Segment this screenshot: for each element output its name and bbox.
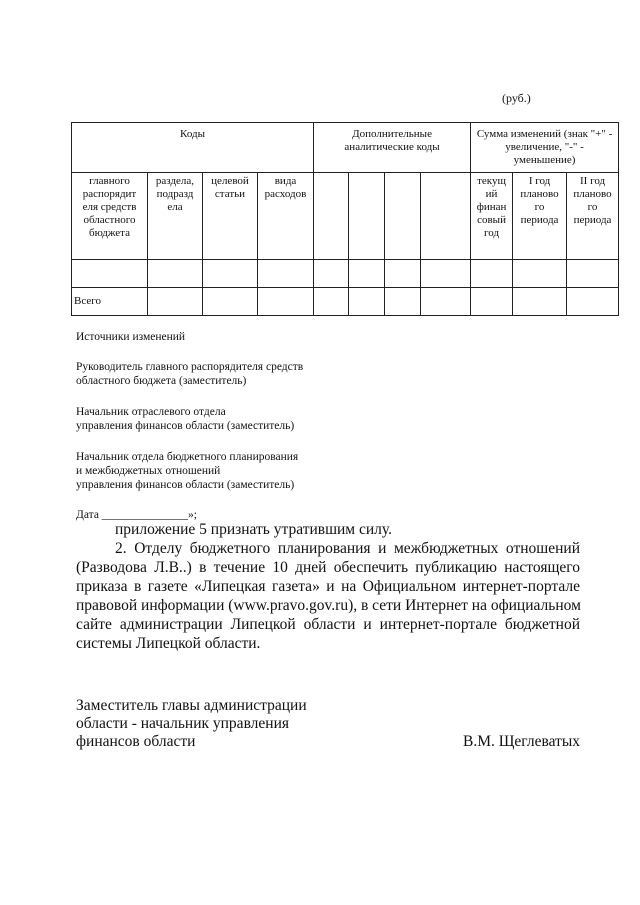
additional-code-cell (421, 173, 471, 260)
signatory-name: В.М. Щеглеватых (463, 733, 580, 750)
branch-title-line-2: управления финансов области (заместитель) (76, 420, 295, 432)
sources-label: Источники изменений (76, 331, 186, 343)
body-line-5: сайте администрации Липецкой области и интернет-портале бюджетной (76, 616, 580, 633)
head-title-line-1: Руководитель главного распорядителя средств (76, 361, 304, 373)
signature-title-line-2: области - начальник управления (76, 715, 290, 732)
body-line-1: 2. Отделу бюджетного планирования и межбюджетных отношений (115, 540, 580, 557)
main-manager-header: главного распорядит еля средств областного бюджета (72, 173, 148, 260)
total-label: Всего (72, 288, 148, 316)
additional-code-cell (385, 173, 421, 260)
budget-title-line-3: управления финансов области (заместитель) (76, 479, 295, 491)
table-total-row (72, 288, 619, 316)
signature-title-line-1: Заместитель главы администрации (76, 697, 307, 714)
codes-header: Коды (72, 123, 314, 173)
date-line: Дата _______________»; (76, 509, 197, 521)
additional-code-cell (314, 173, 349, 260)
budget-changes-table (71, 122, 619, 316)
branch-title-line-1: Начальник отраслевого отдела (76, 406, 226, 418)
additional-codes-header: Дополнительные аналитические коды (314, 123, 471, 173)
currency-unit-label: (руб.) (502, 91, 531, 105)
current-year-header: текущ ий финан совый год (471, 173, 513, 260)
additional-code-cell (349, 173, 385, 260)
target-article-header: целевой статьи (203, 173, 258, 260)
plan-year-2-header: II год планово го периода (567, 173, 619, 260)
section-header: раздела, подразд ела (148, 173, 203, 260)
body-line-6: системы Липецкой области. (76, 635, 261, 652)
table-row (72, 260, 619, 288)
budget-title-line-1: Начальник отдела бюджетного планирования (76, 451, 299, 463)
body-line-0: приложение 5 признать утратившим силу. (115, 521, 392, 538)
budget-title-line-2: и межбюджетных отношений (76, 465, 221, 477)
head-title-line-2: областного бюджета (заместитель) (76, 375, 247, 387)
signature-title-line-3: финансов области (76, 733, 196, 750)
body-line-3: приказа в газете «Липецкая газета» и на Официальном интернет-портале (76, 578, 580, 595)
body-line-4: правовой информации (www.pravo.gov.ru), в сети Интернет на официальном (76, 597, 581, 614)
expense-kind-header: вида расходов (258, 173, 314, 260)
body-line-2: (Разводова Л.В..) в течение 10 дней обеспечить публикацию настоящего (76, 559, 580, 576)
plan-year-1-header: I год планово го периода (513, 173, 567, 260)
change-sum-header: Сумма изменений (знак "+" - увеличение, "-" - уменьшение) (471, 123, 619, 173)
